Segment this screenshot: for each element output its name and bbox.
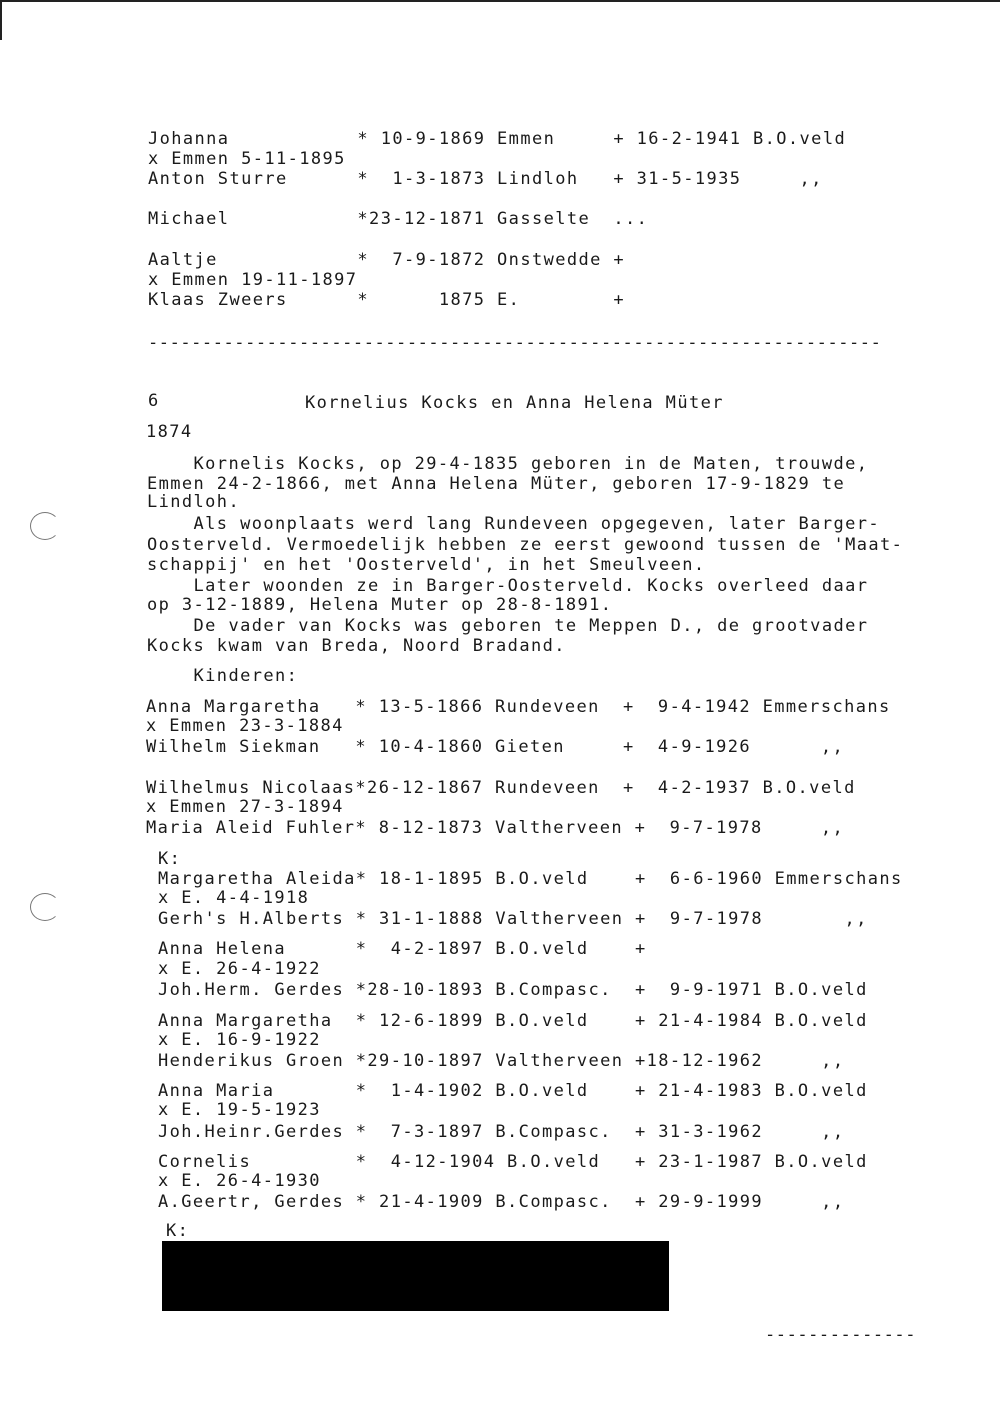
child-row: Maria Aleid Fuhler* 8-12-1873 Valtherveen + 9-7-1978 ,, bbox=[146, 818, 845, 838]
grandchild-row: x E. 26-4-1922 bbox=[158, 959, 321, 979]
paragraph-line: Kocks kwam van Breda, Noord Bradand. bbox=[147, 636, 566, 656]
footer-dash-line: -------------- bbox=[765, 1325, 916, 1345]
grandchild-row: x E. 16-9-1922 bbox=[158, 1030, 321, 1050]
paragraph-line: Lindloh. bbox=[147, 492, 241, 512]
section-number: 6 bbox=[148, 391, 160, 411]
grandchild-row: Anna Helena * 4-2-1897 B.O.veld + bbox=[158, 939, 647, 959]
grandchild-row: Anna Maria * 1-4-1902 B.O.veld + 21-4-1983 B.O.veld bbox=[158, 1081, 868, 1101]
page-edge-top bbox=[0, 0, 1000, 2]
grandchild-row: Gerh's H.Alberts * 31-1-1888 Valtherveen + 9-7-1978 ,, bbox=[158, 909, 868, 929]
text-line: Johanna * 10-9-1869 Emmen + 16-2-1941 B.O.veld bbox=[148, 129, 847, 149]
paragraph-line: Als woonplaats werd lang Rundeveen opgegeven, later Barger- bbox=[147, 514, 880, 534]
paragraph-line: Oosterveld. Vermoedelijk hebben ze eerst gewoond tussen de 'Maat- bbox=[147, 535, 904, 555]
paragraph-line: Later woonden ze in Barger-Oosterveld. Kocks overleed daar bbox=[147, 576, 869, 596]
redaction-block bbox=[162, 1241, 669, 1311]
page-edge-left bbox=[0, 0, 2, 40]
child-row: x Emmen 23-3-1884 bbox=[146, 716, 344, 736]
text-line: Klaas Zweers * 1875 E. + bbox=[148, 290, 626, 310]
grandchild-row: Joh.Heinr.Gerdes * 7-3-1897 B.Compasc. + 31-3-1962 ,, bbox=[158, 1122, 845, 1142]
paragraph-line: Emmen 24-2-1866, met Anna Helena Müter, geboren 17-9-1829 te bbox=[147, 474, 846, 494]
text-line: Anton Sturre * 1-3-1873 Lindloh + 31-5-1935 ,, bbox=[148, 169, 823, 189]
grandchild-row: Cornelis * 4-12-1904 B.O.veld + 23-1-1987 B.O.veld bbox=[158, 1152, 868, 1172]
grandchild-row: x E. 26-4-1930 bbox=[158, 1171, 321, 1191]
child-row: Anna Margaretha * 13-5-1866 Rundeveen + 9-4-1942 Emmerschans bbox=[146, 697, 891, 717]
child-row: Wilhelmus Nicolaas*26-12-1867 Rundeveen + 4-2-1937 B.O.veld bbox=[146, 778, 856, 798]
grandchild-row: x E. 4-4-1918 bbox=[158, 888, 310, 908]
kinderen-label: Kinderen: bbox=[147, 666, 299, 686]
text-line: Aaltje * 7-9-1872 Onstwedde + bbox=[148, 250, 626, 270]
separator-line: -------------------------------------------------------------------- bbox=[148, 333, 882, 353]
grandchild-row: Margaretha Aleida* 18-1-1895 B.O.veld + 6-6-1960 Emmerschans bbox=[158, 869, 903, 889]
grandchild-row: x E. 19-5-1923 bbox=[158, 1100, 321, 1120]
paragraph-line: schappij' en het 'Oosterveld', in het Smeulveen. bbox=[147, 555, 706, 575]
section-title: Kornelius Kocks en Anna Helena Müter bbox=[305, 393, 724, 413]
punch-hole-mark bbox=[30, 512, 60, 540]
child-row: x Emmen 27-3-1894 bbox=[146, 797, 344, 817]
text-line: Michael *23-12-1871 Gasselte ... bbox=[148, 209, 649, 229]
paragraph-line: Kornelis Kocks, op 29-4-1835 geboren in de Maten, trouwde, bbox=[147, 454, 869, 474]
punch-hole-mark bbox=[30, 893, 60, 921]
grandchild-row: Joh.Herm. Gerdes *28-10-1893 B.Compasc. + 9-9-1971 B.O.veld bbox=[158, 980, 868, 1000]
text-line: x Emmen 5-11-1895 bbox=[148, 149, 346, 169]
section-year: 1874 bbox=[146, 422, 193, 442]
text-line: x Emmen 19-11-1897 bbox=[148, 270, 358, 290]
grandchild-row: Anna Margaretha * 12-6-1899 B.O.veld + 21-4-1984 B.O.veld bbox=[158, 1011, 868, 1031]
paragraph-line: op 3-12-1889, Helena Muter op 28-8-1891. bbox=[147, 595, 613, 615]
child-row: Wilhelm Siekman * 10-4-1860 Gieten + 4-9-1926 ,, bbox=[146, 737, 845, 757]
grandchild-row: Henderikus Groen *29-10-1897 Valtherveen +18-12-1962 ,, bbox=[158, 1051, 845, 1071]
paragraph-line: De vader van Kocks was geboren te Meppen D., de grootvader bbox=[147, 616, 869, 636]
k-label: K: bbox=[158, 849, 182, 869]
k-label: K: bbox=[166, 1221, 190, 1241]
grandchild-row: A.Geertr, Gerdes * 21-4-1909 B.Compasc. + 29-9-1999 ,, bbox=[158, 1192, 845, 1212]
